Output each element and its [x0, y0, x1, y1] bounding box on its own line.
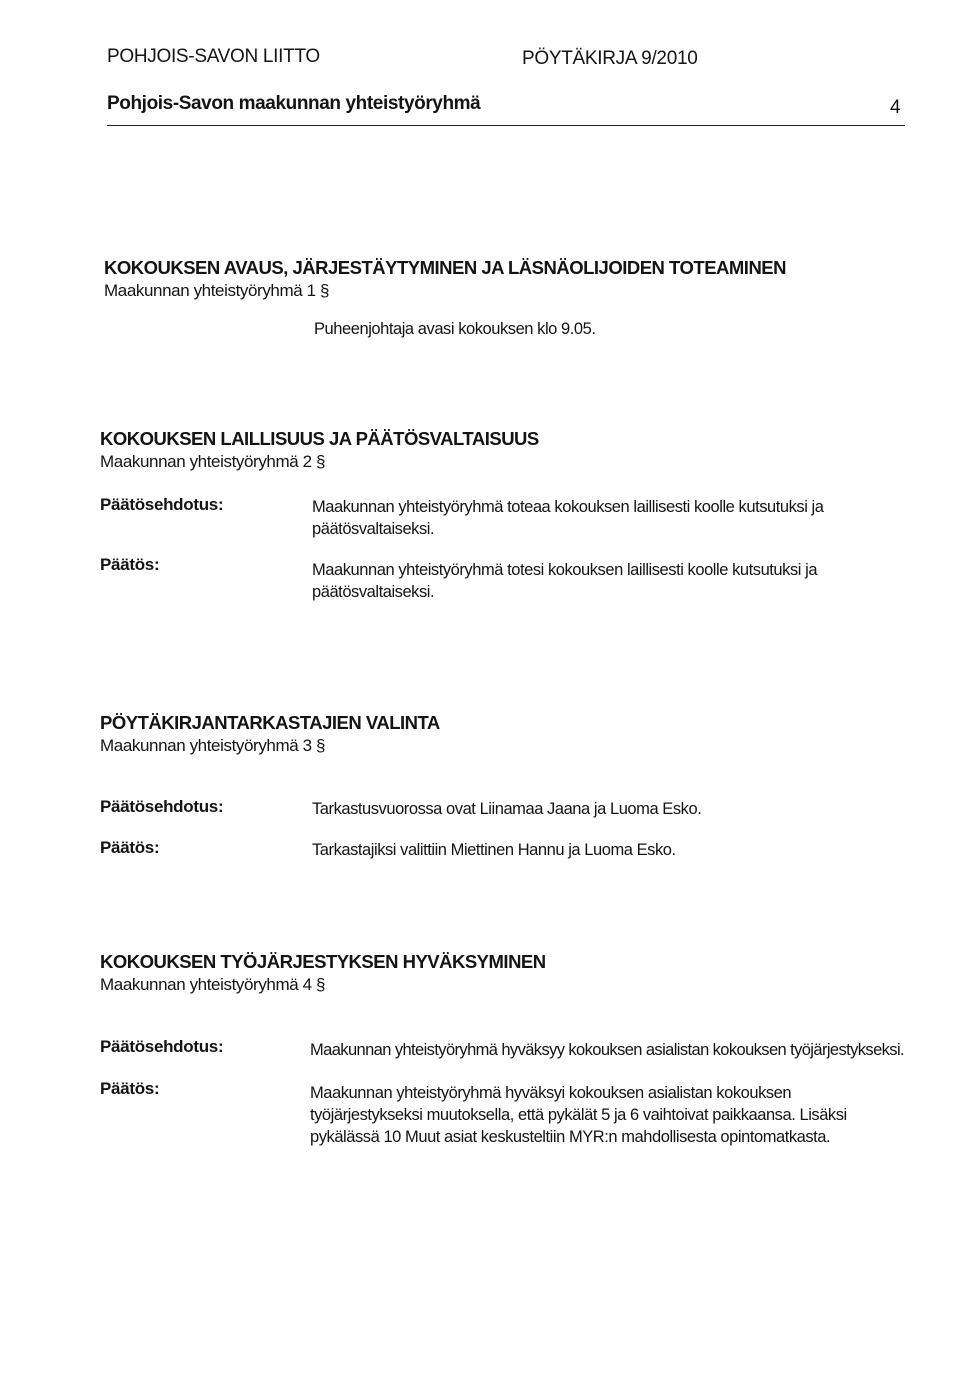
proposal-text: Tarkastusvuorossa ovat Liinamaa Jaana ja Luoma Esko.: [312, 800, 702, 818]
proposal-label: Päätösehdotus:: [100, 495, 224, 514]
section-title: KOKOUKSEN AVAUS, JÄRJESTÄYTYMINEN JA LÄSNÄOLIJOIDEN TOTEAMINEN: [104, 257, 787, 278]
organization-name: POHJOIS-SAVON LIITTO: [107, 46, 320, 67]
section-reference: Maakunnan yhteistyöryhmä 1 §: [104, 281, 330, 300]
decision-text: Tarkastajiksi valittiin Miettinen Hannu ja Luoma Esko.: [312, 841, 676, 859]
proposal-text: Maakunnan yhteistyöryhmä toteaa kokouksen laillisesti koolle kutsutuksi ja päätösvaltaiseksi.: [312, 498, 824, 538]
section-title: KOKOUKSEN LAILLISUUS JA PÄÄTÖSVALTAISUUS: [100, 428, 539, 449]
decision-label: Päätös:: [100, 838, 160, 857]
section-reference: Maakunnan yhteistyöryhmä 2 §: [100, 452, 326, 471]
proposal-text: Maakunnan yhteistyöryhmä hyväksyy kokouksen asialistan kokouksen työjärjestykseksi.: [310, 1041, 904, 1059]
decision-label: Päätös:: [100, 1079, 160, 1098]
section-title: KOKOUKSEN TYÖJÄRJESTYKSEN HYVÄKSYMINEN: [100, 951, 546, 972]
group-name: Pohjois-Savon maakunnan yhteistyöryhmä: [107, 93, 481, 114]
decision-label: Päätös:: [100, 555, 160, 574]
section-reference: Maakunnan yhteistyöryhmä 4 §: [100, 975, 326, 994]
header-divider: [107, 125, 905, 126]
section-title: PÖYTÄKIRJANTARKASTAJIEN VALINTA: [100, 712, 440, 733]
proposal-label: Päätösehdotus:: [100, 1037, 224, 1056]
decision-text: Maakunnan yhteistyöryhmä hyväksyi kokouksen asialistan kokouksen työjärjestykseksi muutoksella, että pykälät 5 ja 6 vaihtoivat paikkaansa. Lisäksi pykälässä 10 Muut asiat keskusteltiin MYR:n mahdollisesta opintomatkasta.: [310, 1084, 847, 1146]
section-reference: Maakunnan yhteistyöryhmä 3 §: [100, 736, 326, 755]
page-number: 4: [890, 97, 901, 118]
document-number: PÖYTÄKIRJA 9/2010: [522, 48, 698, 69]
section-body: Puheenjohtaja avasi kokouksen klo 9.05.: [314, 320, 596, 338]
proposal-label: Päätösehdotus:: [100, 797, 224, 816]
decision-text: Maakunnan yhteistyöryhmä totesi kokouksen laillisesti koolle kutsutuksi ja päätösvaltaiseksi.: [312, 561, 818, 601]
